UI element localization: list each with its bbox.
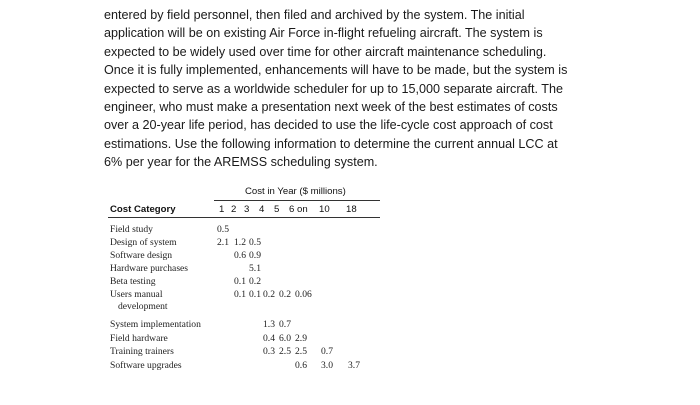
cost-cell: 0.06 [295, 289, 312, 300]
year-header: 3 [244, 204, 250, 215]
cost-cell: 0.2 [263, 289, 275, 300]
cost-cell: 3.0 [321, 360, 333, 371]
row-category-continued: development [118, 301, 168, 312]
cost-cell: 1.3 [263, 319, 275, 330]
row-category: Hardware purchases [110, 263, 189, 274]
cost-cell: 0.1 [234, 289, 246, 300]
paragraph-line: expected to serve as a worldwide scheduler for up to 15,000 separate aircraft. The [104, 81, 564, 96]
paragraph-line: entered by field personnel, then filed and archived by the system. The initial [104, 8, 525, 22]
paragraph-line: engineer, who must make a presentation next week of the best estimates of costs [104, 100, 558, 115]
cost-cell: 0.1 [234, 276, 246, 287]
cost-cell: 1.2 [234, 237, 246, 248]
year-header: 18 [346, 204, 357, 215]
row-category: Field study [110, 224, 153, 235]
cost-cell: 0.4 [263, 333, 275, 344]
cost-cell: 0.6 [295, 360, 307, 371]
year-header: 1 [219, 204, 225, 215]
paragraph-line: application will be on existing Air Force in-flight refueling aircraft. The system is [104, 26, 543, 41]
paragraph-line: Once it is fully implemented, enhancements will have to be made, but the system is [104, 63, 568, 78]
cost-cell: 0.7 [279, 319, 291, 330]
year-header: 5 [274, 204, 280, 215]
cost-cell: 0.9 [249, 250, 261, 261]
row-category: Software design [110, 250, 173, 261]
paragraph-line: estimations. Use the following information to determine the current annual LCC at [104, 136, 558, 151]
year-header: 2 [231, 204, 237, 215]
cost-cell: 3.7 [348, 360, 360, 371]
row-category: Field hardware [110, 333, 168, 344]
row-category: Software upgrades [110, 360, 182, 371]
cost-cell: 2.5 [295, 346, 307, 357]
year-header: 6 on [289, 204, 308, 215]
category-header: Cost Category [110, 204, 176, 215]
cost-group-header: Cost in Year ($ millions) [245, 186, 346, 197]
cost-cell: 0.7 [321, 346, 333, 357]
paragraph-line: over a 20-year life period, has decided to use the life-cycle cost approach of cost [104, 118, 553, 133]
cost-cell: 5.1 [249, 263, 261, 274]
cost-cell: 0.1 [249, 289, 261, 300]
cost-cell: 0.5 [249, 237, 261, 248]
cost-cell: 0.3 [263, 346, 275, 357]
header-rule [108, 217, 380, 218]
cost-cell: 0.2 [249, 276, 261, 287]
cost-cell: 2.9 [295, 333, 307, 344]
group-header-rule [214, 200, 380, 201]
row-category: Users manual [110, 289, 163, 300]
row-category: System implementation [110, 319, 201, 330]
cost-cell: 0.6 [234, 250, 246, 261]
row-category: Design of system [110, 237, 177, 248]
cost-cell: 2.5 [279, 346, 291, 357]
cost-cell: 2.1 [217, 237, 229, 248]
row-category: Training trainers [110, 346, 174, 357]
year-header: 10 [319, 204, 330, 215]
row-category: Beta testing [110, 276, 156, 287]
cost-cell: 0.2 [279, 289, 291, 300]
cost-cell: 6.0 [279, 333, 291, 344]
paragraph-line: 6% per year for the AREMSS scheduling system. [104, 155, 378, 170]
cost-cell: 0.5 [217, 224, 229, 235]
paragraph-line: expected to be widely used over time for other aircraft maintenance scheduling. [104, 44, 547, 59]
year-header: 4 [259, 204, 265, 215]
